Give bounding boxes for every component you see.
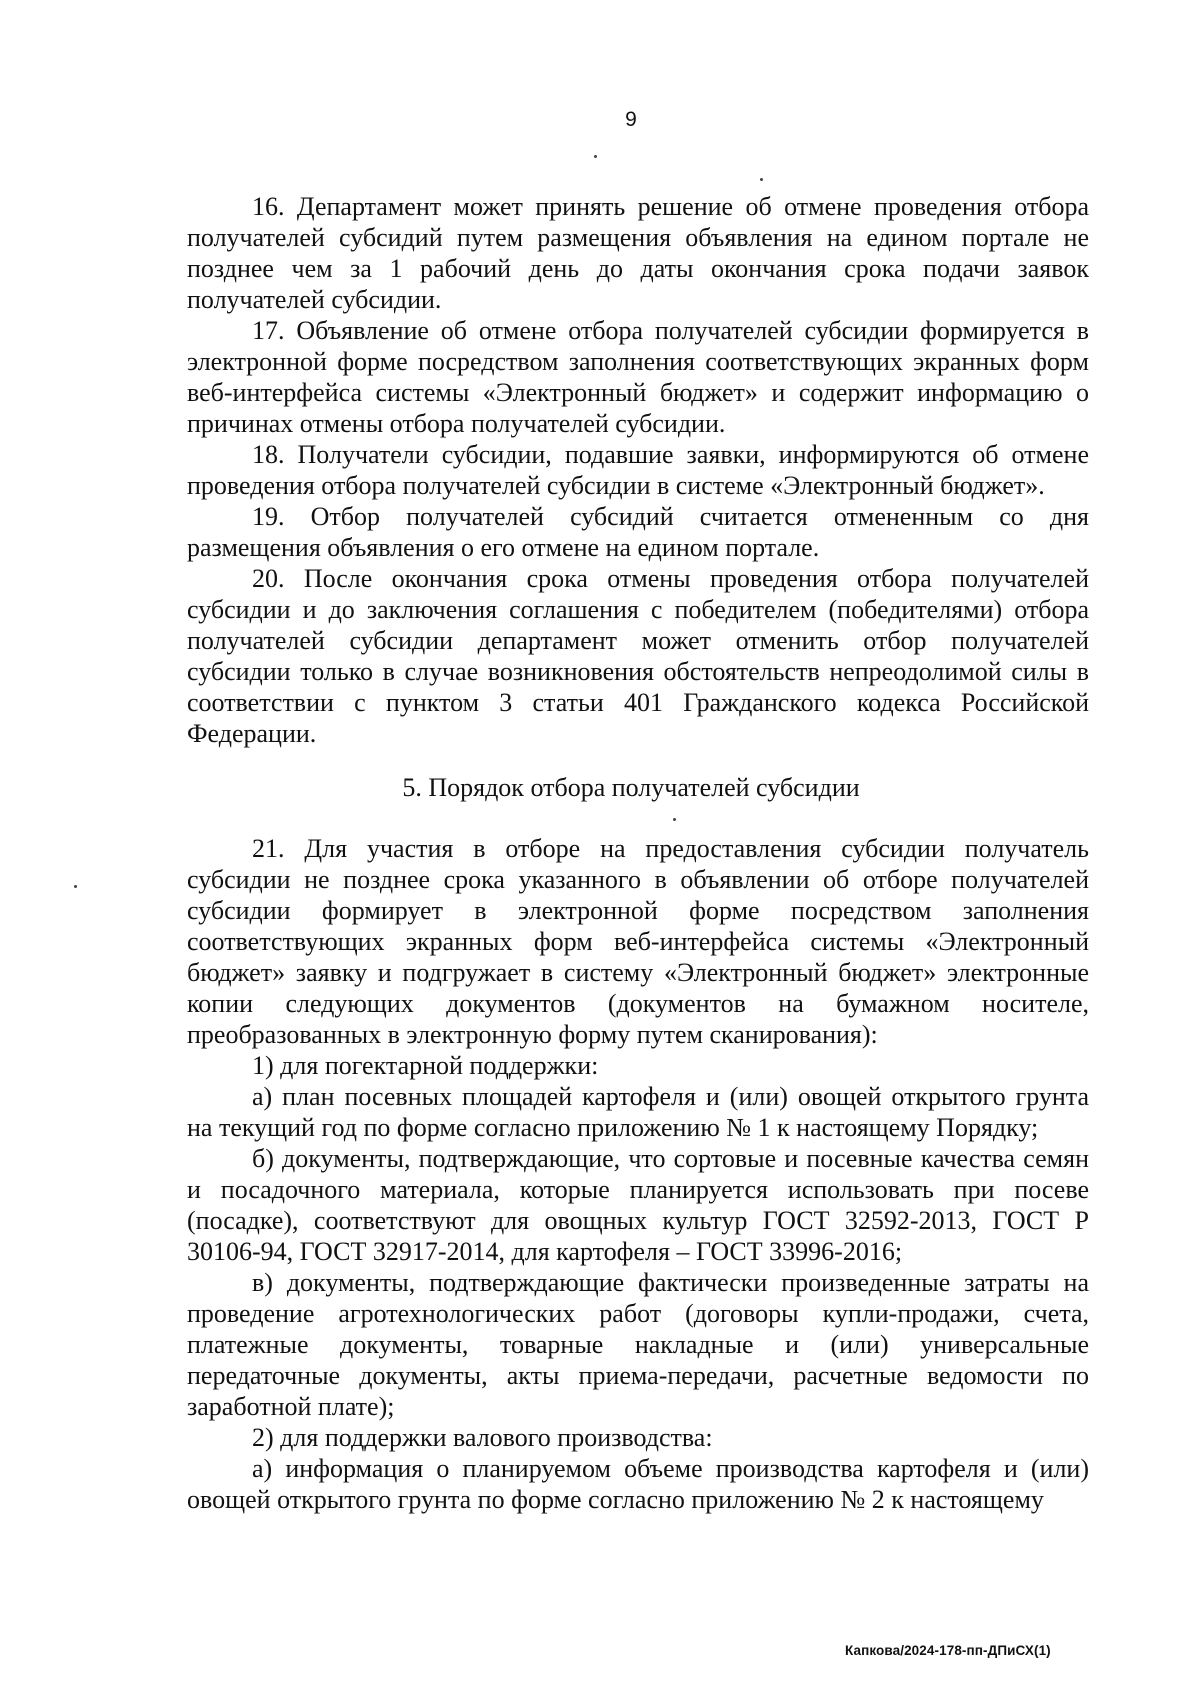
page-number: 9 <box>625 108 637 131</box>
list-item-1: 1) для погектарной поддержки: <box>252 1051 599 1080</box>
paragraph-18: 18. Получатели субсидии, подавшие заявки, информируются об отмене проведения отбора получателей субсидии в системе «Электронный бюджет». <box>187 440 1089 500</box>
paragraph-20: 20. После окончания срока отмены проведения отбора получателей субсидии и до заключения соглашения с победителем (победителями) отбора получателей субсидии департамент может отменить отбор получателей субсидии только в случае возникновения обстоятельств непреодолимой силы в соответствии с пунктом 3 статьи 401 Гражданского кодекса Российской Федерации. <box>187 564 1089 748</box>
scan-speck <box>594 155 597 158</box>
scan-speck <box>760 178 763 181</box>
paragraph-21: 21. Для участия в отборе на предоставления субсидии получатель субсидии не позднее срока указанного в объявлении об отборе получателей субсидии формирует в электронной форме посредством заполнения соответствующих экранных форм веб-интерфейса системы «Электронный бюджет» заявку и подгружает в систему «Электронный бюджет» электронные копии следующих документов (документов на бумажном носителе, преобразованных в электронную форму путем сканирования): <box>187 834 1089 1049</box>
list-item-2a: а) информация о планируемом объеме производства картофеля и (или) овощей открытого грунта по форме согласно приложению № 2 к настоящему <box>187 1454 1089 1514</box>
paragraph-17: 17. Объявление об отмене отбора получателей субсидии формируется в электронной форме посредством заполнения соответствующих экранных форм веб-интерфейса системы «Электронный бюджет» и содержит информацию о причинах отмены отбора получателей субсидии. <box>187 316 1089 438</box>
list-item-2: 2) для поддержки валового производства: <box>252 1423 713 1452</box>
document-code: Капкова/2024-178-пп-ДПиСХ(1) <box>845 1643 1051 1658</box>
paragraph-19: 19. Отбор получателей субсидий считается отмененным со дня размещения объявления о его отмене на едином портале. <box>187 502 1089 562</box>
list-item-1v: в) документы, подтверждающие фактически произведенные затраты на проведение агротехнологических работ (договоры купли-продажи, счета, платежные документы, товарные накладные и (или) универсальные передаточные документы, акты приема-передачи, расчетные ведомости по заработной плате); <box>187 1268 1089 1421</box>
section-heading: 5. Порядок отбора получателей субсидии <box>402 773 860 802</box>
list-item-1b: б) документы, подтверждающие, что сортовые и посевные качества семян и посадочного материала, которые планируется использовать при посеве (посадке), соответствуют для овощных культур ГОСТ 32592-2013, ГОСТ Р 30106-94, ГОСТ 32917-2014, для картофеля – ГОСТ 33996-2016; <box>187 1144 1089 1266</box>
paragraph-16: 16. Департамент может принять решение об отмене проведения отбора получателей субсидий путем размещения объявления на едином портале не позднее чем за 1 рабочий день до даты окончания срока подачи заявок получателей субсидии. <box>187 192 1089 314</box>
text-block-top <box>187 191 1089 749</box>
scan-speck <box>673 818 676 821</box>
list-item-1a: а) план посевных площадей картофеля и (или) овощей открытого грунта на текущий год по форме согласно приложению № 1 к настоящему Порядку; <box>187 1082 1089 1142</box>
text-block-main <box>187 833 1089 1515</box>
scan-speck <box>74 885 77 888</box>
